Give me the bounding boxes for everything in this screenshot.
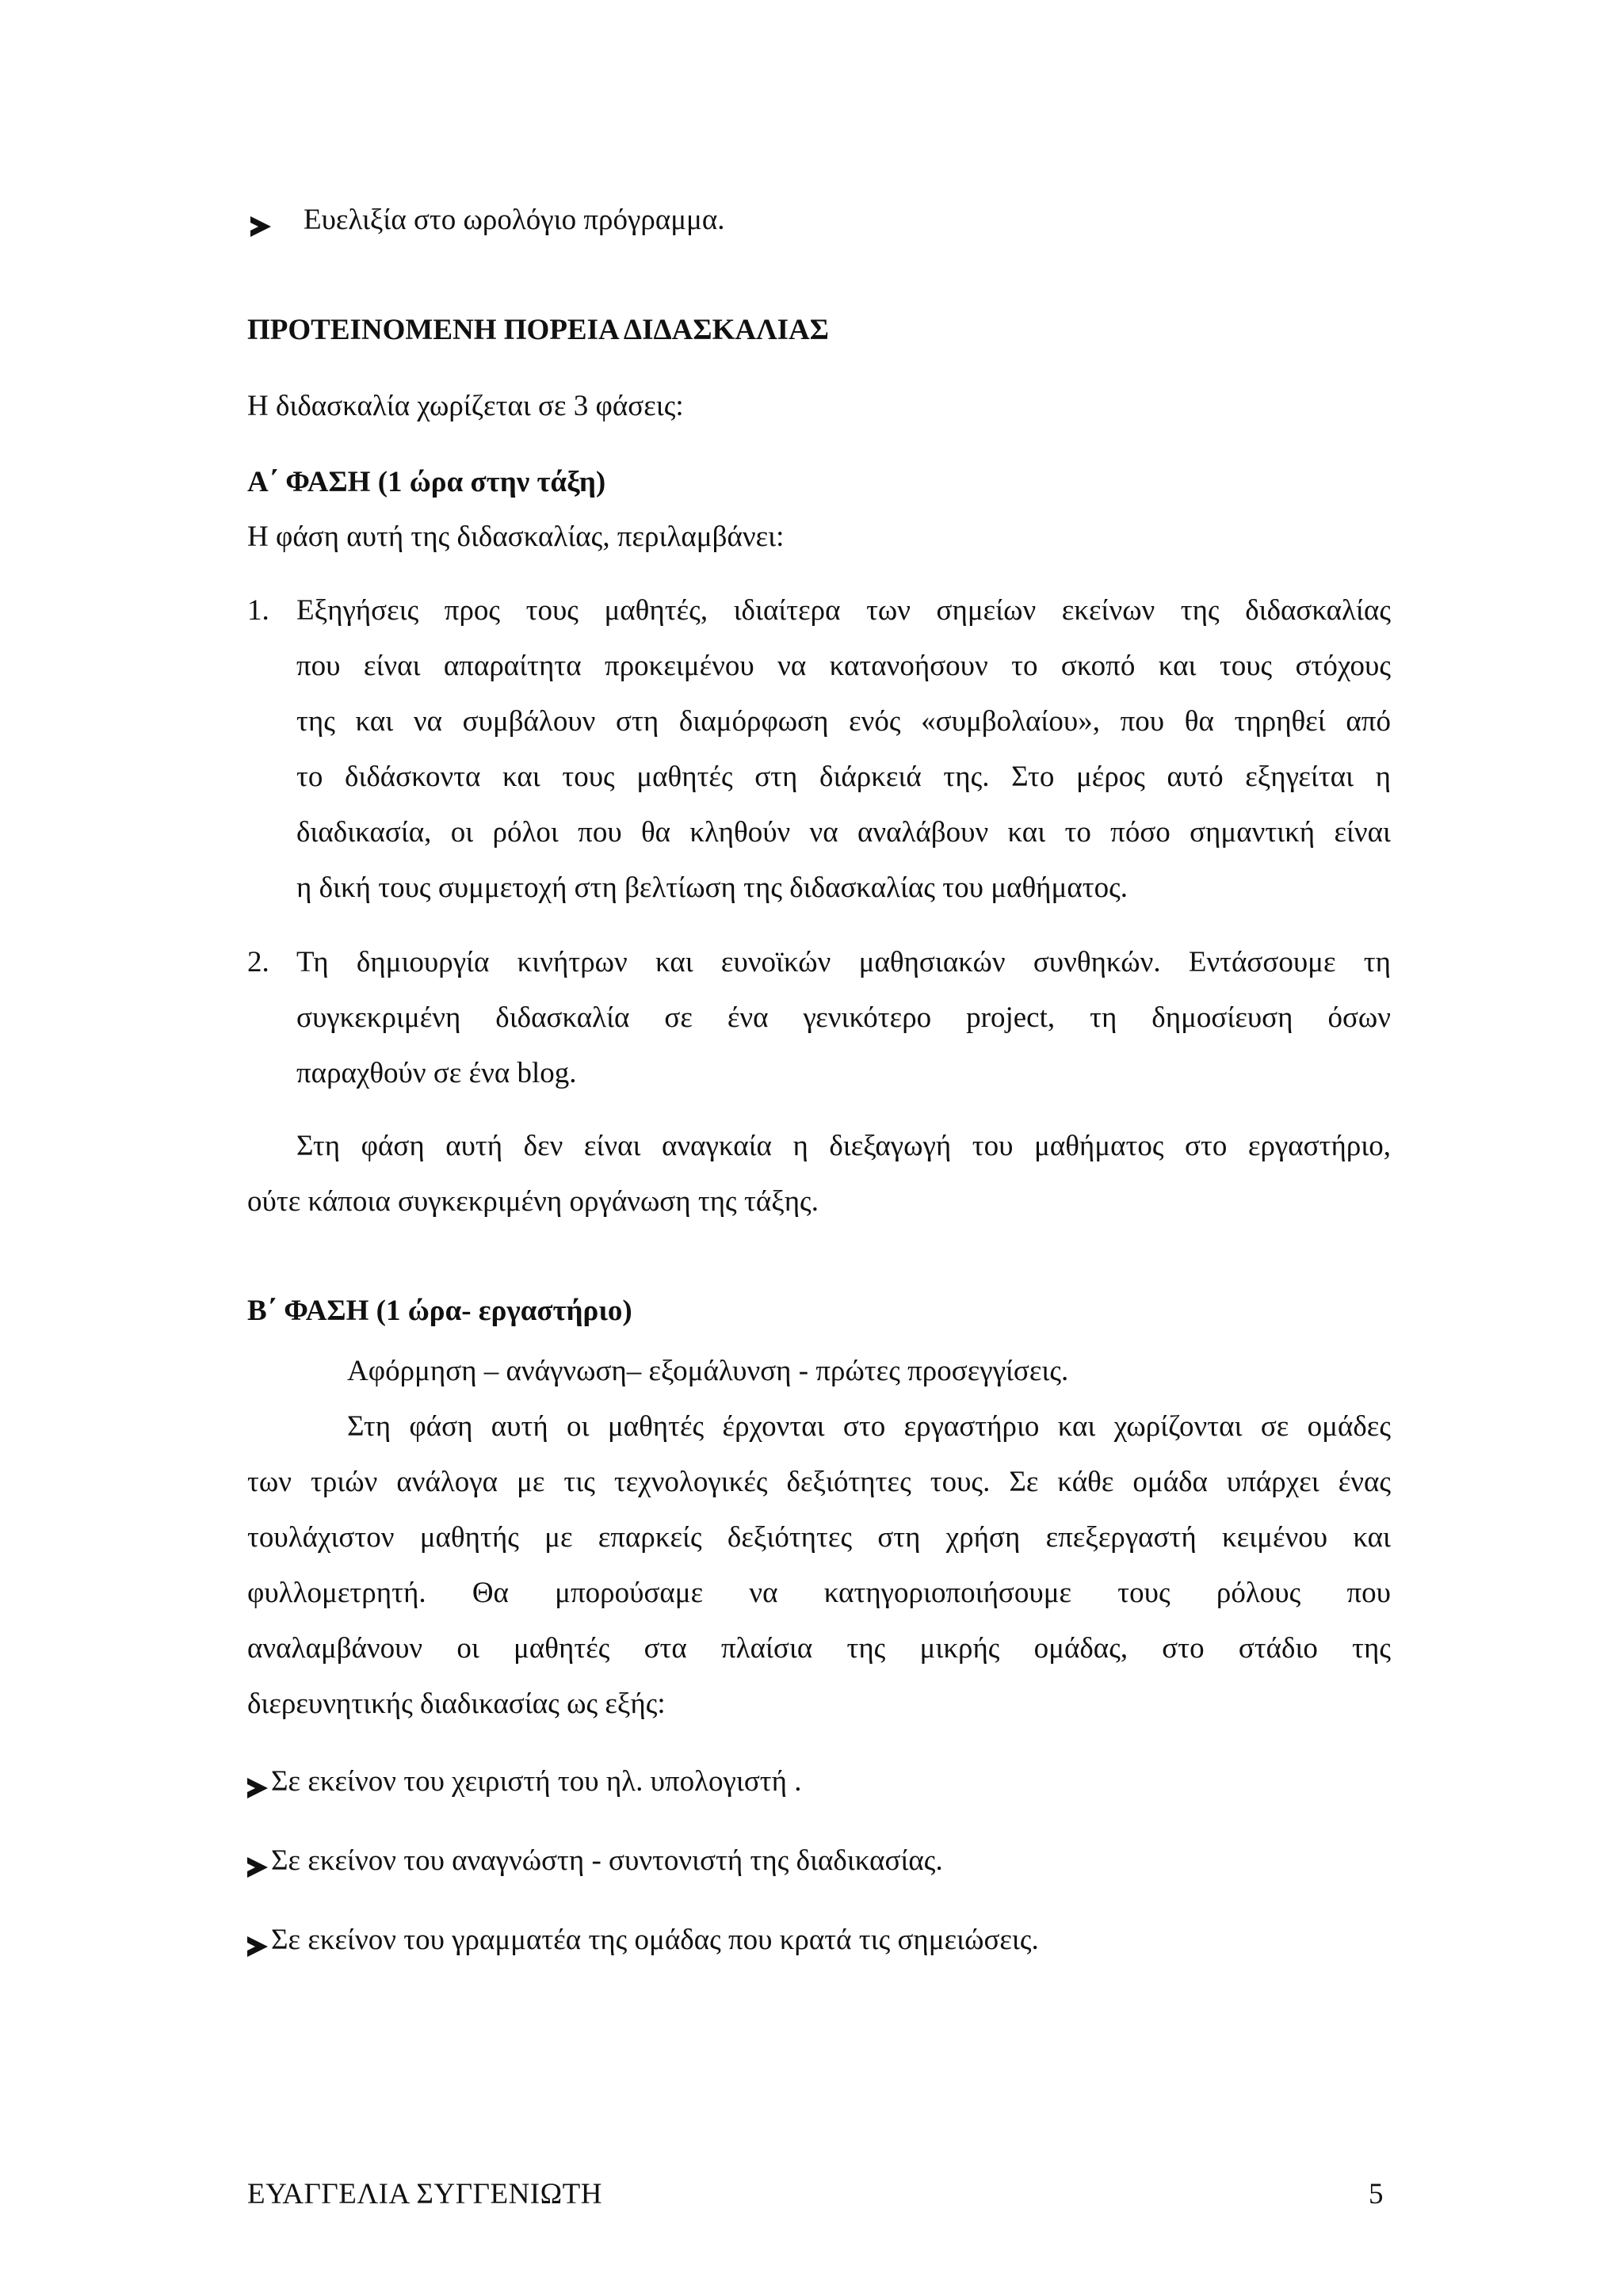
phase-a-intro: Η φάση αυτή της διδασκαλίας, περιλαμβάνει: bbox=[247, 521, 785, 553]
phase-b-para-line-1: Στη φάση αυτή οι μαθητές έρχονται στο εργαστήριο και χωρίζονται σε ομάδες bbox=[347, 1410, 1391, 1443]
arrow-bullet-icon bbox=[250, 208, 271, 242]
phase-b-para-line-3: τουλάχιστον μαθητής με επαρκείς δεξιότητες στη χρήση επεξεργαστή κειμένου και bbox=[247, 1521, 1391, 1554]
role-item-3: Σε εκείνον του γραμματέα της ομάδας που κρατά τις σημειώσεις. bbox=[271, 1924, 1039, 1956]
item1-line-1: Εξηγήσεις προς τους μαθητές, ιδιαίτερα των σημείων εκείνων της διδασκαλίας bbox=[296, 594, 1391, 627]
phase-b-heading: Β΄ ΦΑΣΗ (1 ώρα- εργαστήριο) bbox=[247, 1295, 632, 1327]
item2-line-3: παραχθούν σε ένα blog. bbox=[296, 1057, 577, 1089]
arrow-bullet-icon bbox=[247, 1848, 268, 1882]
item2-line-2: συγκεκριμένη διδασκαλία σε ένα γενικότερο project, τη δημοσίευση όσων bbox=[296, 1001, 1391, 1034]
intro-line: Η διδασκαλία χωρίζεται σε 3 φάσεις: bbox=[247, 390, 684, 422]
phase-a-para-line-2: ούτε κάποια συγκεκριμένη οργάνωση της τάξης. bbox=[247, 1185, 819, 1218]
footer-author: ΕΥΑΓΓΕΛΙΑ ΣΥΓΓΕΝΙΩΤΗ bbox=[247, 2178, 602, 2210]
role-item-1: Σε εκείνον του χειριστή του ηλ. υπολογιστή . bbox=[271, 1765, 802, 1798]
page-number: 5 bbox=[1369, 2178, 1384, 2210]
phase-a-heading: Α΄ ΦΑΣΗ (1 ώρα στην τάξη) bbox=[247, 466, 606, 498]
role-item-2: Σε εκείνον του αναγνώστη - συντονιστή της διαδικασίας. bbox=[271, 1844, 943, 1877]
item1-line-2: που είναι απαραίτητα προκειμένου να κατανοήσουν το σκοπό και τους στόχους bbox=[296, 650, 1391, 682]
main-heading: ΠΡΟΤΕΙΝΟΜΕΝΗ ΠΟΡΕΙΑ ΔΙΔΑΣΚΑΛΙΑΣ bbox=[247, 314, 829, 346]
list-number-2: 2. bbox=[247, 946, 269, 978]
list-number-1: 1. bbox=[247, 594, 269, 627]
phase-b-para-line-2: των τριών ανάλογα με τις τεχνολογικές δεξιότητες τους. Σε κάθε ομάδα υπάρχει ένας bbox=[247, 1466, 1391, 1498]
phase-b-subtitle: Αφόρμηση – ανάγνωση– εξομάλυνση - πρώτες προσεγγίσεις. bbox=[347, 1355, 1069, 1387]
phase-a-para-line-1: Στη φάση αυτή δεν είναι αναγκαία η διεξαγωγή του μαθήματος στο εργαστήριο, bbox=[296, 1130, 1391, 1162]
item2-line-1: Τη δημιουργία κινήτρων και ευνοϊκών μαθησιακών συνθηκών. Εντάσσουμε τη bbox=[296, 946, 1391, 978]
phase-b-para-line-5: αναλαμβάνουν οι μαθητές στα πλαίσια της μικρής ομάδας, στο στάδιο της bbox=[247, 1632, 1391, 1665]
item1-line-3: της και να συμβάλουν στη διαμόρφωση ενός «συμβολαίου», που θα τηρηθεί από bbox=[296, 705, 1391, 738]
item1-line-4: το διδάσκοντα και τους μαθητές στη διάρκειά της. Στο μέρος αυτό εξηγείται η bbox=[296, 761, 1391, 793]
item1-line-6: η δική τους συμμετοχή στη βελτίωση της διδασκαλίας του μαθήματος. bbox=[296, 871, 1128, 904]
arrow-bullet-icon bbox=[247, 1928, 268, 1962]
bullet-top-text: Ευελιξία στο ωρολόγιο πρόγραμμα. bbox=[304, 204, 725, 236]
arrow-bullet-icon bbox=[247, 1769, 268, 1803]
phase-b-para-line-6: διερευνητικής διαδικασίας ως εξής: bbox=[247, 1688, 666, 1720]
item1-line-5: διαδικασία, οι ρόλοι που θα κληθούν να αναλάβουν και το πόσο σημαντική είναι bbox=[296, 816, 1391, 849]
phase-b-para-line-4: φυλλομετρητή. Θα μπορούσαμε να κατηγοριοποιήσουμε τους ρόλους που bbox=[247, 1577, 1391, 1609]
